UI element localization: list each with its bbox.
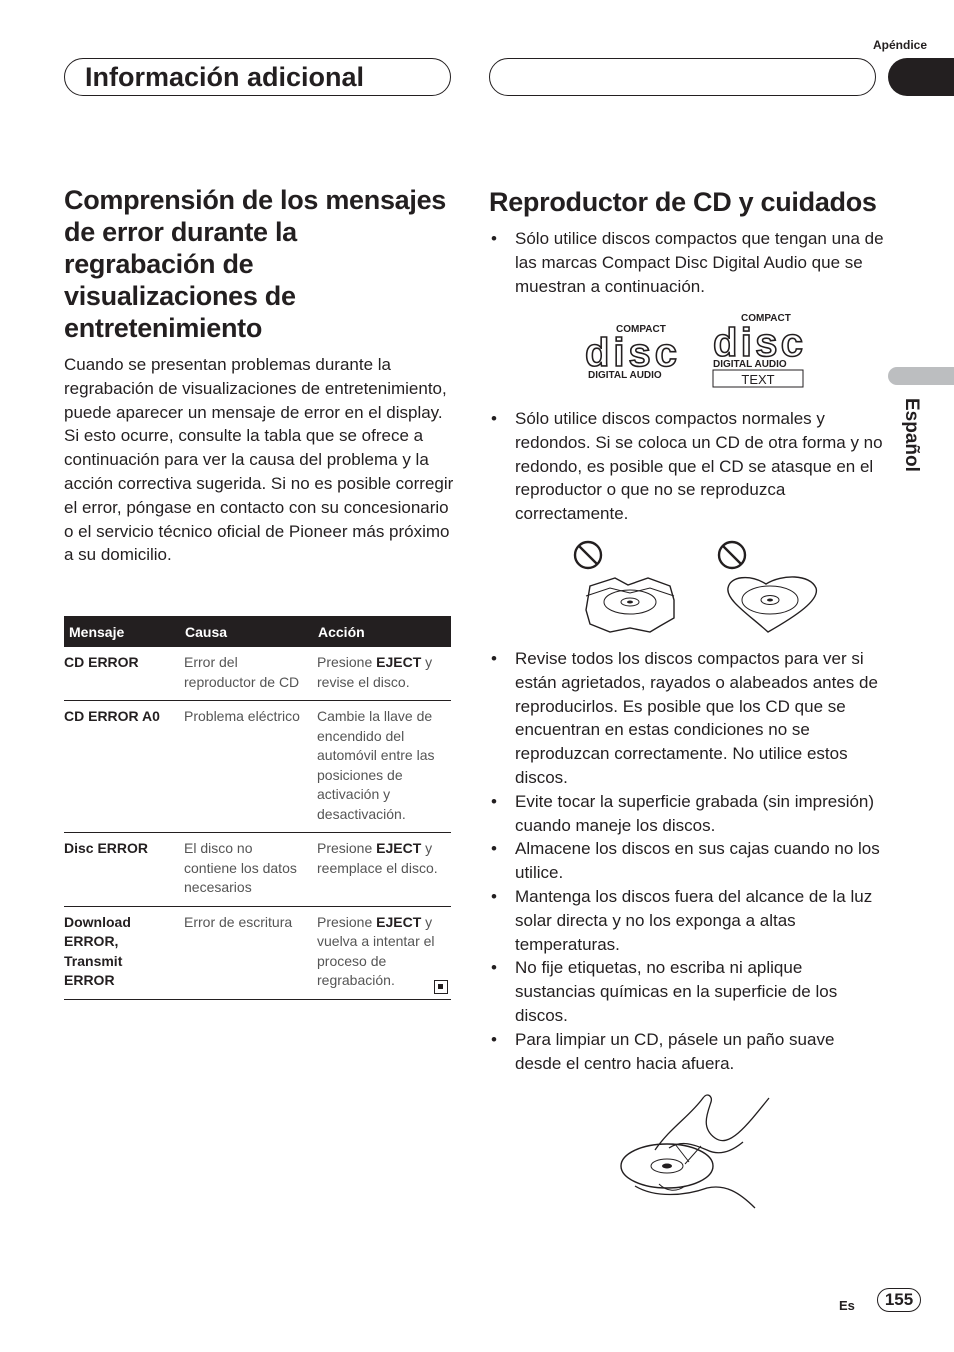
row-causa: Error de escritura (180, 906, 313, 999)
list-item: • Sólo utilice discos compactos normales y redondos. Si se coloca un CD de otra forma y no redondo, es posible que el CD se atasque en el reproductor o que no se reproduzca correctamente. (489, 407, 884, 526)
svg-text:COMPACT: COMPACT (616, 324, 666, 335)
row-causa: Problema eléctrico (180, 701, 313, 833)
left-section-title: Comprensión de los mensajes de error durante la regrabación de visualizaciones de entretenimiento (64, 185, 447, 343)
svg-text:COMPACT: COMPACT (741, 313, 791, 324)
row-accion: Cambie la llave de encendido del automóvil entre las posiciones de activación y desactivación. (313, 701, 451, 833)
side-language-label: Español (901, 398, 922, 472)
bullet-list-3 (489, 647, 884, 1075)
section-label: Apéndice (872, 38, 927, 52)
svg-text:DIGITAL AUDIO: DIGITAL AUDIO (588, 370, 662, 381)
cd-wipe-icon (621, 1095, 769, 1208)
list-item: • No fije etiquetas, no escriba ni aplique sustancias químicas en la superficie de los discos. (489, 956, 884, 1027)
row-causa: El disco no contiene los datos necesarios (180, 833, 313, 907)
prohibited-icon (575, 542, 601, 568)
table-header-row (64, 616, 451, 647)
header-causa: Causa (180, 616, 313, 647)
row-mensaje: CD ERROR A0 (64, 701, 180, 833)
end-of-section-icon (434, 980, 448, 994)
svg-text:TEXT: TEXT (741, 372, 775, 387)
list-item: • Almacene los discos en sus cajas cuando no los utilice. (489, 837, 884, 885)
table-row (64, 906, 451, 999)
row-mensaje: CD ERROR (64, 647, 180, 701)
list-item: • Para limpiar un CD, pásele un paño suave desde el centro hacia afuera. (489, 1028, 884, 1076)
bullet-list-2 (489, 407, 884, 526)
language-code: Es (839, 1298, 855, 1313)
row-causa: Error del reproductor de CD (180, 647, 313, 701)
row-mensaje: Download ERROR, Transmit ERROR (64, 906, 180, 999)
octagon-disc-icon (586, 578, 674, 632)
bullet-list-1 (489, 227, 884, 298)
table-row (64, 647, 451, 701)
heart-disc-icon (728, 577, 817, 632)
svg-text:DIGITAL AUDIO: DIGITAL AUDIO (713, 359, 787, 370)
row-accion: Presione EJECT y reemplace el disco. (313, 833, 451, 907)
page-number: 155 (877, 1288, 921, 1312)
header-empty-pill (489, 58, 876, 96)
chapter-title-pill (64, 58, 451, 96)
chapter-title: Información adicional (85, 62, 365, 92)
header-mensaje: Mensaje (64, 616, 180, 647)
table-row (64, 833, 451, 907)
svg-text:disc: disc (585, 331, 677, 375)
language-tab (888, 367, 954, 385)
compact-disc-text-logo-icon (713, 313, 803, 387)
svg-text:disc: disc (713, 321, 803, 365)
row-accion: Presione EJECT y revise el disco. (313, 647, 451, 701)
list-item: • Revise todos los discos compactos para ver si están agrietados, rayados o alabeados antes de reproducirlos. Es posible que los CD que se encuentran en estas condiciones no se reproduzcan correctamente. No utilice estos discos. (489, 647, 884, 790)
cd-cleaning-illustration (615, 1088, 775, 1213)
left-intro-paragraph: Cuando se presentan problemas durante la regrabación de visualizaciones de entretenimiento, puede aparecer un mensaje de error en el display. Si esto ocurre, consulte la tabla que se ofrece a continuación para ver la causa del problema y la acción correctiva sugerida. Si no es posible corregir el error, póngase en contacto con su concesionario o el servicio técnico oficial de Pioneer más próximo a su domicilio. (64, 355, 454, 565)
odd-shape-discs-illustration (570, 538, 830, 638)
cd-logos (585, 312, 810, 392)
right-section-title: Reproductor de CD y cuidados (489, 187, 877, 217)
error-table (64, 616, 451, 1000)
list-item: • Mantenga los discos fuera del alcance de la luz solar directa y no los exponga a altas temperaturas. (489, 885, 884, 956)
list-item: • Sólo utilice discos compactos que tengan una de las marcas Compact Disc Digital Audio que se muestran a continuación. (489, 227, 884, 298)
chapter-tab (888, 58, 954, 96)
prohibited-icon (719, 542, 745, 568)
list-item: • Evite tocar la superficie grabada (sin impresión) cuando maneje los discos. (489, 790, 884, 838)
row-accion: Presione EJECT y vuelva a intentar el proceso de regrabación. (313, 906, 451, 999)
table-row (64, 701, 451, 833)
compact-disc-logo-icon (585, 324, 677, 381)
row-mensaje: Disc ERROR (64, 833, 180, 907)
header-accion: Acción (313, 616, 451, 647)
